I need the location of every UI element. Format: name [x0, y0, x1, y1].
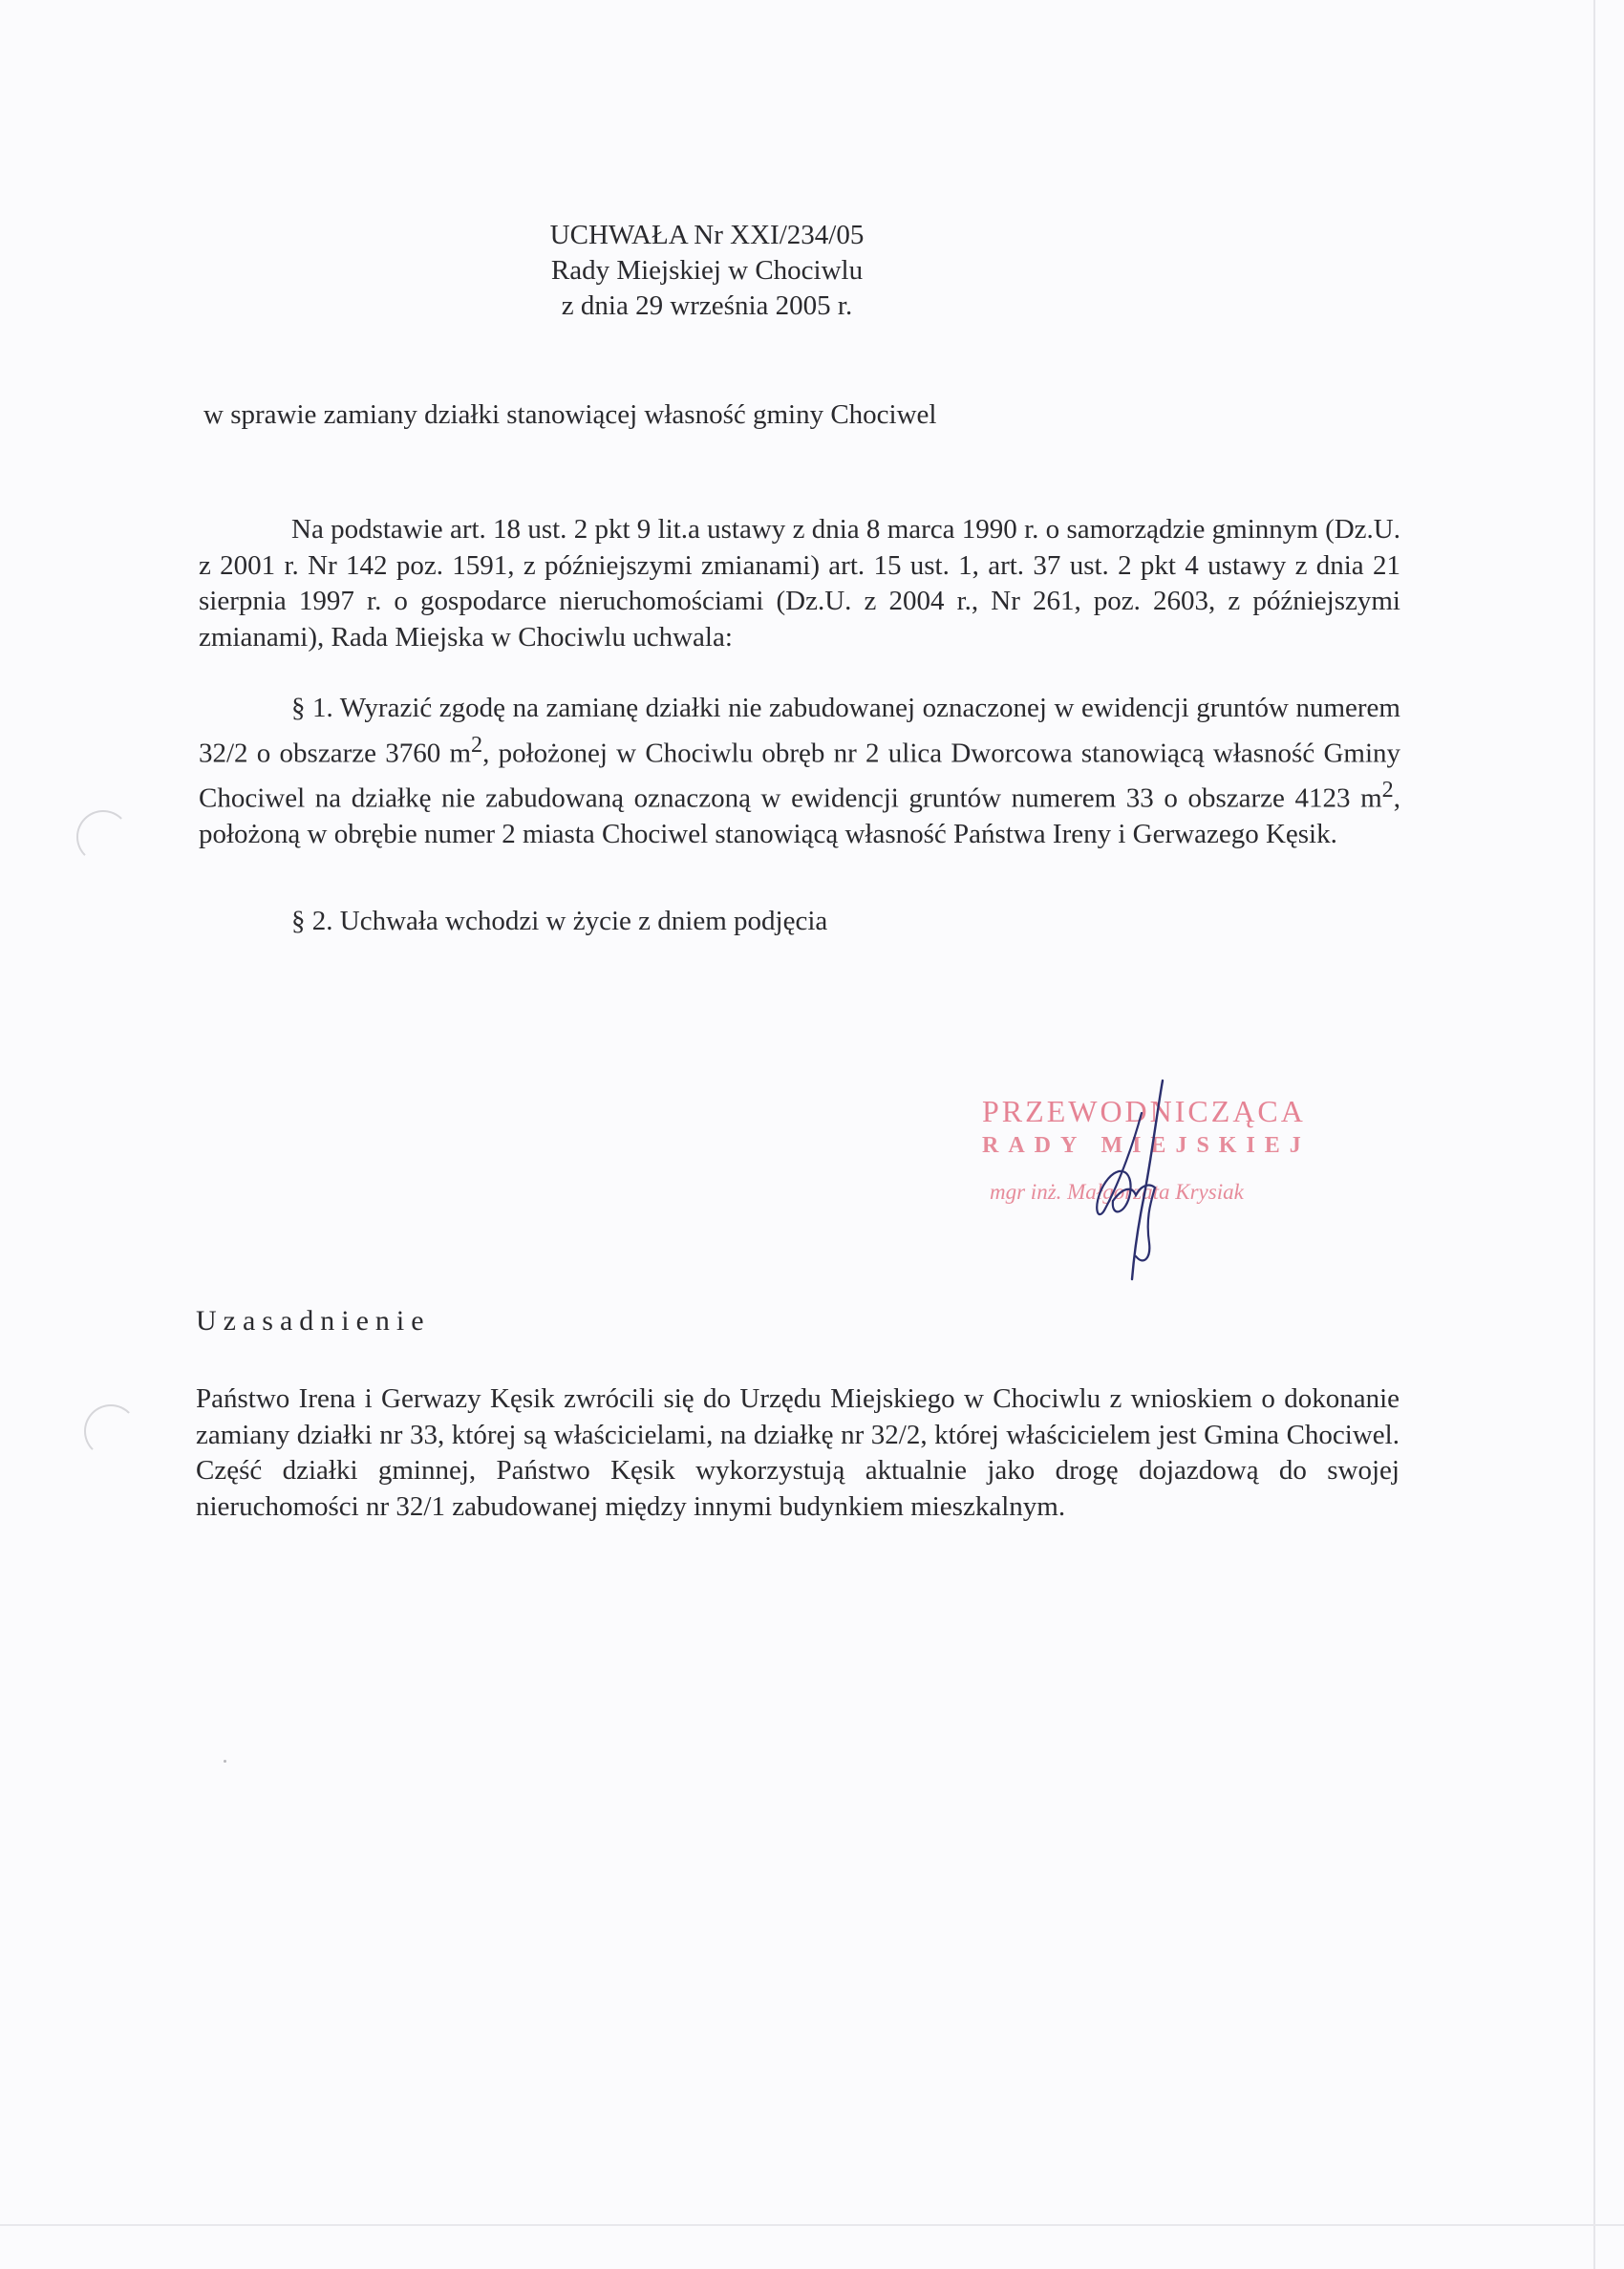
punch-hole-mark	[84, 1404, 138, 1458]
superscript-2: 2	[471, 731, 483, 758]
scan-edge-bottom	[0, 2224, 1624, 2226]
resolution-subject: w sprawie zamiany działki stanowiącej własność gminy Chociwel	[203, 399, 937, 430]
section-1-paragraph	[199, 691, 1400, 852]
section-1-text-c: , położoną w obrębie numer 2 miasta Chociwel stanowiącą własność Państwa Ireny i Gerwazego Kęsik.	[199, 782, 1400, 849]
section-1-text-b: , położonej w Chociwlu obręb nr 2 ulica Dworcowa stanowiącą własność Gminy Chociwel na działkę nie zabudowaną oznaczoną w ewidencji gruntów numerem 33 o obszarze 4123 m	[199, 738, 1400, 814]
resolution-header	[0, 218, 1414, 324]
scan-speck	[224, 1760, 226, 1763]
justification-heading: Uzasadnienie	[196, 1305, 431, 1337]
superscript-2: 2	[1381, 776, 1394, 803]
punch-hole-mark	[76, 810, 130, 864]
stamp-council: RADY MIEJSKIEJ	[982, 1133, 1311, 1158]
section-1-text-a: § 1. Wyrazić zgodę na zamianę działki nie zabudowanej oznaczonej w ewidencji gruntów numerem 32/2 o obszarze 3760 m	[199, 693, 1400, 769]
stamp-title: PRZEWODNICZĄCA	[982, 1094, 1306, 1128]
resolution-issuer: Rady Miejskiej w Chociwlu	[550, 255, 864, 286]
handwritten-signature	[1075, 1075, 1180, 1285]
resolution-date: z dnia 29 września 2005 r.	[561, 290, 853, 321]
resolution-title: UCHWAŁA Nr XXI/234/05	[549, 220, 865, 250]
scan-edge-right	[1593, 0, 1595, 2269]
legal-basis-paragraph: Na podstawie art. 18 ust. 2 pkt 9 lit.a ustawy z dnia 8 marca 1990 r. o samorządzie gminnym (Dz.U. z 2001 r. Nr 142 poz. 1591, z późniejszymi zmianami) art. 15 ust. 1, art. 37 ust. 2 pkt 4 ustawy z dnia 21 sierpnia 1997 r. o gospodarce nieruchomościami (Dz.U. z 2004 r., Nr 261, poz. 2603, z późniejszymi zmianami), Rada Miejska w Chociwlu uchwala:	[199, 514, 1400, 653]
stamp-name: mgr inż. Małgorzata Krysiak	[990, 1180, 1244, 1204]
justification-paragraph: Państwo Irena i Gerwazy Kęsik zwrócili się do Urzędu Miejskiego w Chociwlu z wnioskiem o dokonanie zamiany działki nr 33, której są właścicielami, na działkę nr 32/2, której właścicielem jest Gmina Chociwel. Część działki gminnej, Państwo Kęsik wykorzystują aktualnie jako drogę dojazdową do swojej nieruchomości nr 32/1 zabudowanej między innymi budynkiem mieszkalnym.	[196, 1383, 1400, 1522]
section-2-paragraph: § 2. Uchwała wchodzi w życie z dniem podjęcia	[291, 906, 828, 936]
